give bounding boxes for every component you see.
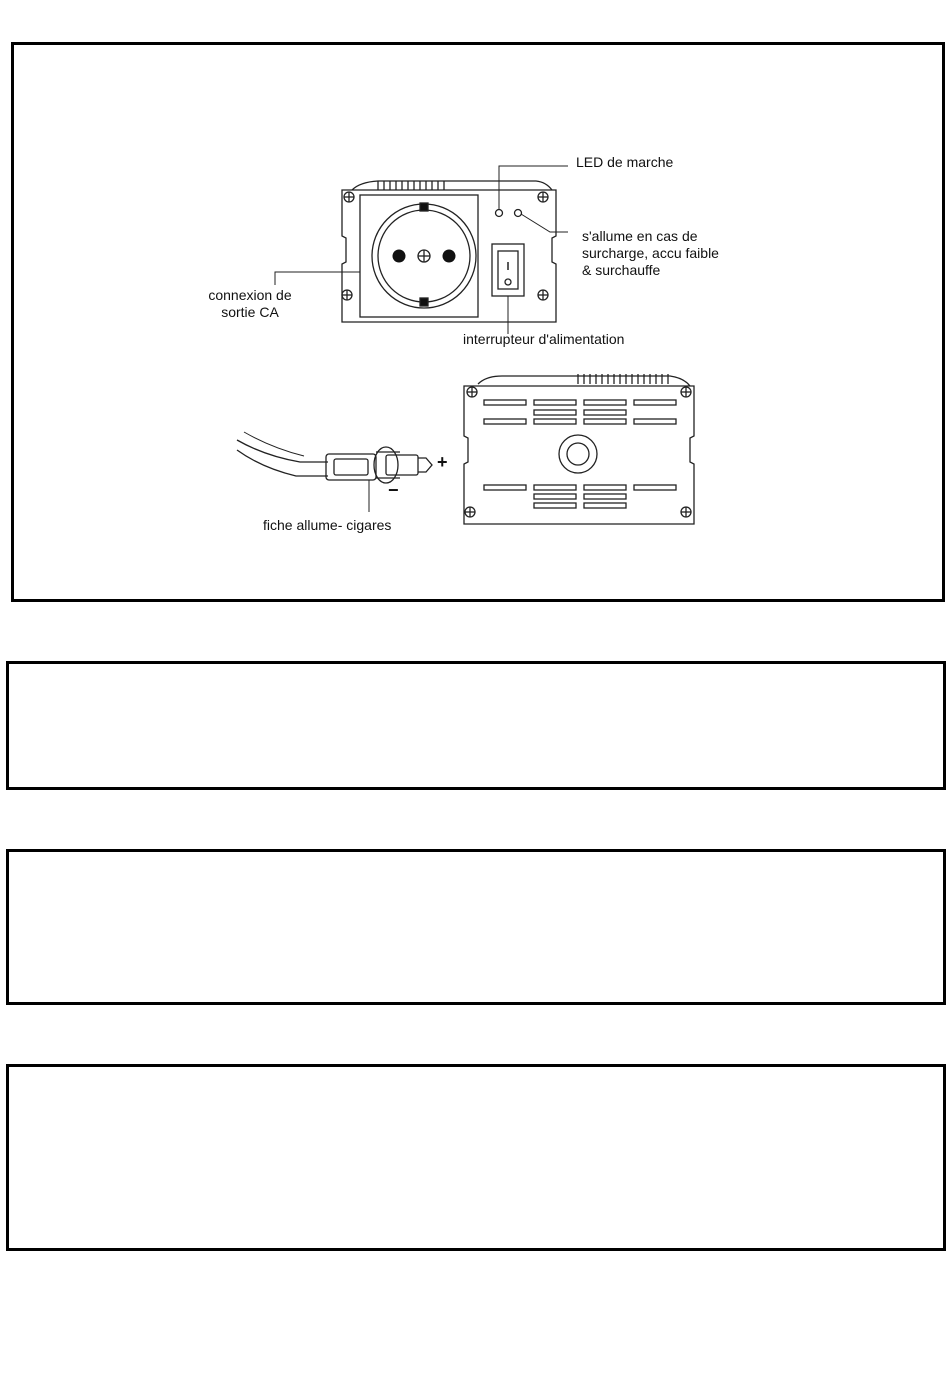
cooling-fins-front <box>378 181 444 190</box>
label-cigarette-plug: fiche allume- cigares <box>263 517 392 533</box>
label-warning-led-3: & surchauffe <box>582 262 661 278</box>
warning-led <box>515 210 522 217</box>
empty-text-box-3 <box>6 1064 946 1251</box>
label-power-switch: interrupteur d'alimentation <box>463 331 625 347</box>
label-ac-output-1: connexion de <box>208 287 292 303</box>
label-warning-led-2: surcharge, accu faible <box>582 245 719 261</box>
label-warning-led-1: s'allume en cas de <box>582 228 698 244</box>
inverter-diagram <box>0 0 950 620</box>
vent-slots-bottom <box>484 485 676 508</box>
power-led <box>496 210 503 217</box>
plus-sign: + <box>437 452 448 472</box>
fan <box>559 435 597 473</box>
label-led-power: LED de marche <box>576 154 674 170</box>
inverter-back-panel <box>464 374 694 524</box>
minus-sign: − <box>388 480 399 500</box>
empty-text-box-2 <box>6 849 946 1005</box>
inverter-front-panel <box>342 181 556 322</box>
cigarette-lighter-plug <box>237 432 432 512</box>
label-ac-output-2: sortie CA <box>221 304 279 320</box>
empty-text-box-1 <box>6 661 946 790</box>
screw-icons-back <box>465 387 691 517</box>
vent-slots-top <box>484 400 676 424</box>
